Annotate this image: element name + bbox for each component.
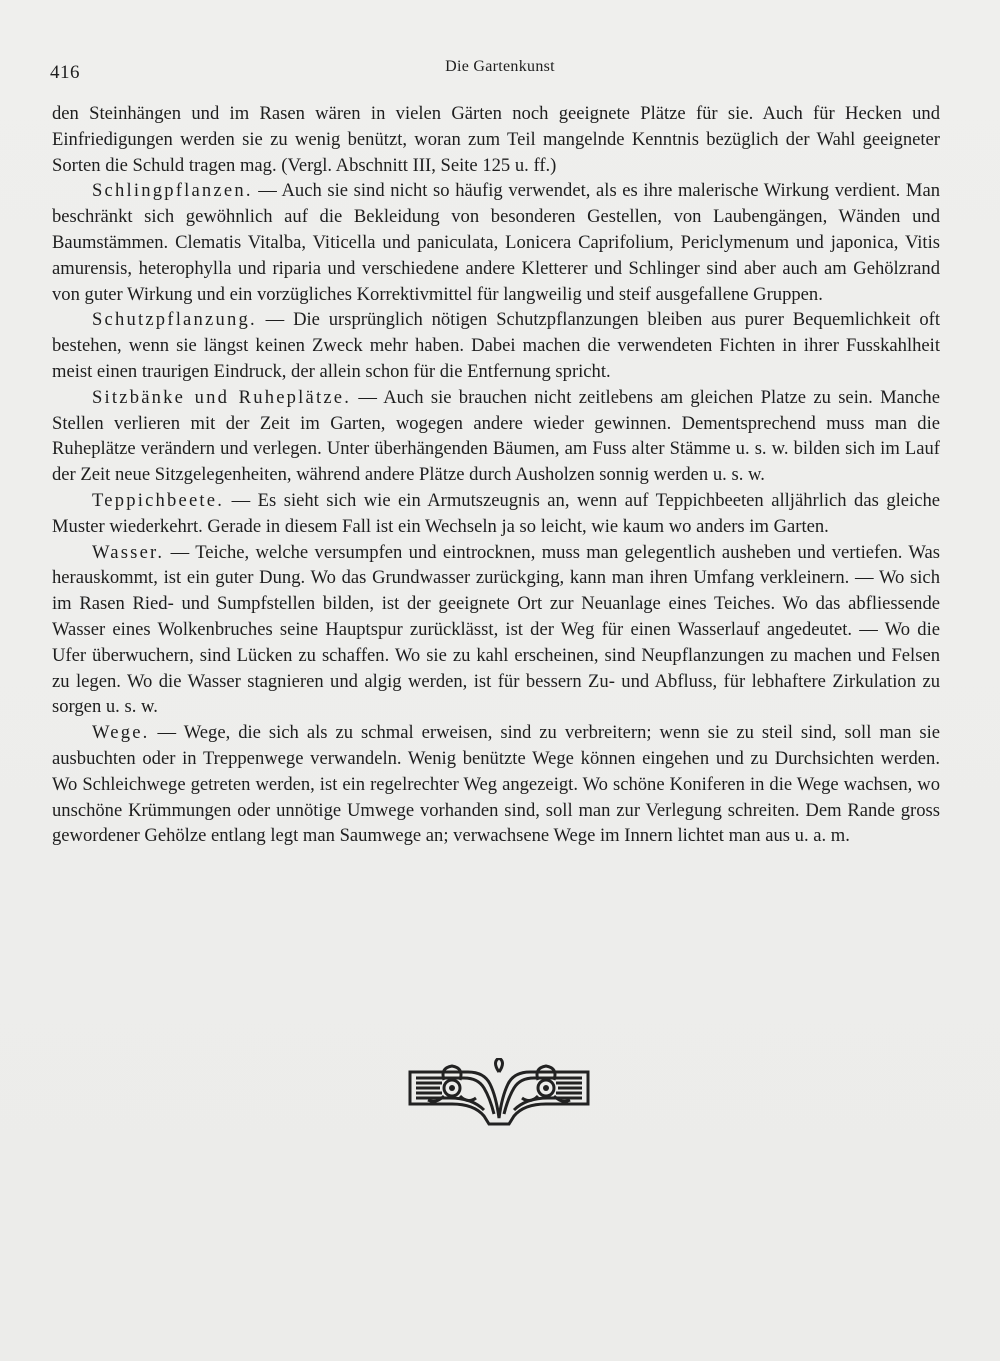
paragraph-heading: Schlingpflanzen.: [92, 180, 253, 202]
body-text: [52, 101, 940, 849]
page-number: 416: [50, 62, 80, 83]
paragraph-heading: Wege.: [92, 722, 150, 744]
paragraph-heading: Sitzbänke und Ruheplätze.: [92, 386, 352, 408]
paragraph-text: den Steinhängen und im Rasen wären in vielen Gärten noch geeignete Plätze für sie. Auch für Hecken und Einfriedigungen werden sie zu wenig benützt, woran zum Teil mangelnde Kenntnis bezüglich der Wahl geeigneter Sorten die Schuld tragen mag. (Vergl. Abschnitt III, Seite 125 u. ff.): [52, 103, 940, 176]
paragraph-text: — Auch sie sind nicht so häufig verwendet, als es ihre malerische Wirkung verdient. Man beschränkt sich gewöhnlich auf die Bekleidung von besonderen Gestellen, von Laubengängen, Wänden und Baumstämmen. Clematis Vitalba, Viticella und paniculata, Lonicera Caprifolium, Periclymenum und japonica, Vitis amurensis, heterophylla und riparia und verschiedene andere Kletterer und Schlinger sind aber auch am Gehölzrand von guter Wirkung und ein vorzügliches Korrektivmittel für langweilig und steif ausgefallene Gruppen.: [52, 180, 940, 305]
paragraph-heading: Wasser.: [92, 541, 165, 563]
running-head-title: Die Gartenkunst: [445, 58, 555, 75]
paragraph-continuation: [52, 101, 940, 178]
paragraph-heading: Schutzpflanzung.: [92, 309, 257, 331]
paragraph-sitzbaenke: [52, 385, 940, 488]
paragraph-wege: [52, 720, 940, 849]
paragraph-heading: Teppichbeete.: [92, 489, 225, 511]
paragraph-text: — Auch sie brauchen nicht zeitlebens am gleichen Platze zu sein. Manche Stellen verlieren mit der Zeit im Garten, wogegen andere wieder gewinnen. Dementsprechend muss man die Ruheplätze verändern und verlegen. Unter überhängenden Bäumen, am Fuss alter Stämme u. s. w. bilden sich im Lauf der Zeit neue Sitzgelegenheiten, während andere Plätze durch Ausholzen sonnig werden u. s. w.: [52, 386, 940, 486]
paragraph-schutzpflanzung: [52, 307, 940, 384]
floral-vignette-icon: [406, 1058, 592, 1130]
paragraph-text: — Wege, die sich als zu schmal erweisen, sind zu verbreitern; wenn sie zu steil sind, soll man sie ausbuchten oder in Treppenwege verwandeln. Wenig benützte Wege können eingehen und zu Durchsichten werden. Wo Schleichwege getreten werden, ist ein regelrechter Weg angezeigt. Wo schöne Koniferen in die Wege wachsen, wo unschöne Krümmungen oder unnötige Umwege vorhanden sind, soll man zur Verlegung schreiten. Dem Rande gross gewordener Gehölze entlang legt man Saumwege an; verwachsene Wege im Innern lichtet man aus u. a. m.: [52, 722, 940, 847]
paragraph-wasser: [52, 540, 940, 721]
paragraph-text: — Die ursprünglich nötigen Schutzpflanzungen bleiben aus purer Bequemlichkeit oft bestehen, wenn sie längst keinen Zweck mehr haben. Dabei machen die verwendeten Fichten in ihrer Fusskahlheit meist einen traurigen Eindruck, der allein schon für die Entfernung spricht.: [52, 309, 940, 382]
paragraph-schlingpflanzen: [52, 178, 940, 307]
paragraph-teppichbeete: [52, 488, 940, 540]
paragraph-text: — Es sieht sich wie ein Armutszeugnis an, wenn auf Teppichbeeten alljährlich das gleiche Muster wiederkehrt. Gerade in diesem Fall ist ein Wechseln ja so leicht, wie kaum wo anders im Garten.: [52, 489, 940, 537]
paragraph-text: — Teiche, welche versumpfen und eintrocknen, muss man gelegentlich ausheben und vertiefen. Was herauskommt, ist ein guter Dung. Wo das Grundwasser zurückging, kann man ihren Umfang verkleinern. — Wo sich im Rasen Ried- und Sumpfstellen bilden, ist der geeignete Ort zur Neuanlage eines Teiches. Wo das abfliessende Wasser eines Wolkenbruches seine Hauptspur zurücklässt, ist der Weg für einen Wasserlauf angedeutet. — Wo die Ufer überwuchern, sind Lücken zu schaffen. Wo sie zu kahl erscheinen, sind Neupflanzungen zu machen und Felsen zu legen. Wo die Wasser stagnieren und algig werden, ist für bessern Zu- und Abfluss, für lebhaftere Zirkulation zu sorgen u. s. w.: [52, 541, 940, 718]
